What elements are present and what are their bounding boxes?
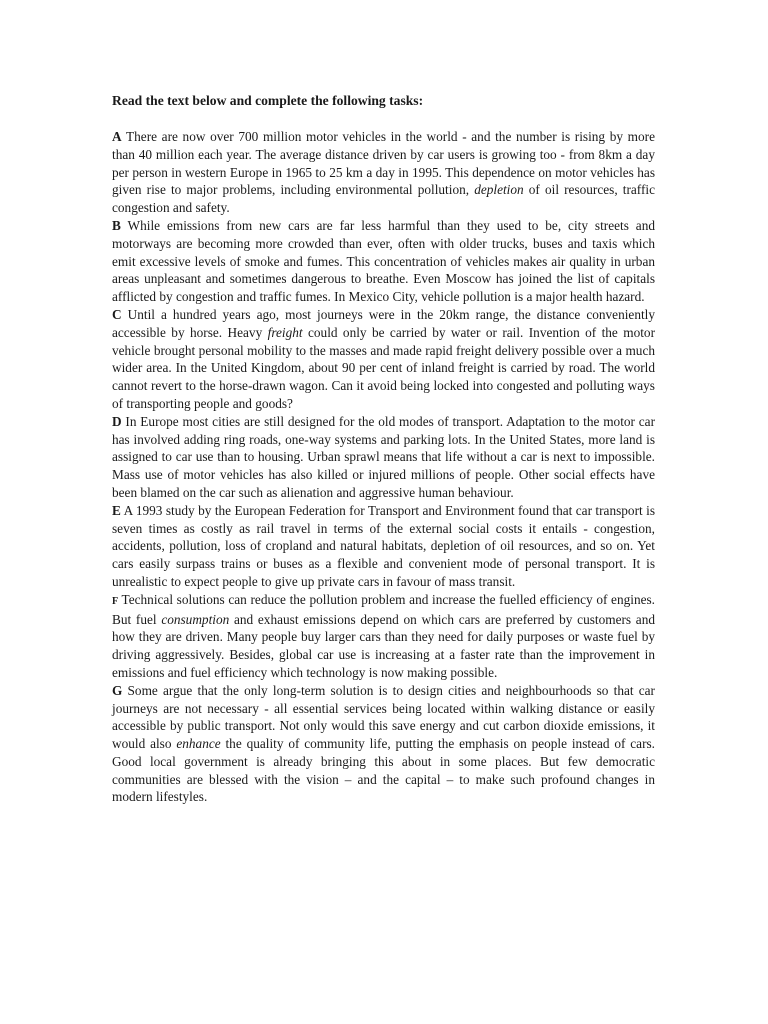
- paragraph-text: could only be carried by water or rail. Invention of the motor vehicle brought personal mobility to the masses and made rapid freight delivery possible over a much wider area. In the United Kingdom, about 90 per cent of inland freight is carried by road. The world cannot revert to the horse-drawn wagon. Can it avoid being locked into congested and polluting ways of transporting people and goods?: [112, 324, 655, 411]
- paragraph-text: and exhaust emissions depend on which cars are preferred by customers and how they are driven. Many people buy larger cars than they need for daily purposes or waste fuel by driving aggressively. Besides, global car use is increasing at a faster rate than the improvement in emissions and fuel efficiency which technology is now making possible.: [112, 611, 655, 680]
- paragraph-letter: A: [112, 129, 122, 144]
- instructions-heading: Read the text below and complete the following tasks:: [112, 93, 424, 108]
- paragraph-text: Technical solutions can reduce the pollution problem and increase the fuelled efficiency of engines. But fuel: [112, 591, 655, 627]
- emphasized-word: consumption: [161, 611, 230, 627]
- paragraph-letter: E: [112, 502, 121, 518]
- paragraph-letter: C: [112, 306, 122, 322]
- paragraph-text: Some argue that the only long-term solution is to design cities and neighbourhoods so that car journeys are not necessary - all essential services being located within walking distance or easily accessible by public transport. Not only would this save energy and cut carbon dioxide emissions, it would also: [112, 682, 655, 752]
- paragraph-letter: D: [112, 413, 122, 429]
- paragraph-b: [112, 217, 655, 306]
- document-page: [112, 92, 655, 806]
- paragraph-e: [112, 502, 655, 591]
- emphasized-word: enhance: [176, 736, 221, 752]
- paragraph-letter: B: [112, 217, 121, 233]
- paragraph-text: of oil resources, traffic congestion and safety.: [112, 182, 656, 216]
- paragraph-letter: G: [112, 682, 123, 698]
- paragraph-text: In Europe most cities are still designed for the old modes of transport. Adaptation to the motor car has involved adding ring roads, one-way systems and parking lots. In the United States, more land is assigned to car use than to housing. Urban sprawl means that life without a car is next to impossible. Mass use of motor vehicles has also killed or injured millions of people. Other social effects have been blamed on the car such as alienation and aggressive human behaviour.: [112, 413, 655, 500]
- paragraph-g: [112, 682, 655, 807]
- emphasized-word: freight: [267, 324, 303, 340]
- paragraph-text: While emissions from new cars are far less harmful than they used to be, city streets and motorways are becoming more crowded than ever, often with older trucks, buses and taxis which emit excessive levels of smoke and fumes. This concentration of vehicles makes air quality in urban areas unpleasant and sometimes dangerous to breathe. Even Moscow has joined the list of capitals afflicted by congestion and traffic fumes. In Mexico City, vehicle pollution is a major health hazard.: [112, 217, 655, 305]
- emphasized-word: depletion: [474, 182, 524, 198]
- paragraph-f: [112, 591, 655, 682]
- paragraph-text: A 1993 study by the European Federation for Transport and Environment found that car transport is seven times as costly as rail travel in terms of the external social costs it entails - congestion, accidents, pollution, loss of cropland and natural habitats, depletion of oil resources, and so on. Yet cars easily surpass trains or buses as a flexible and convenient mode of personal transport. It is unrealistic to expect people to give up private cars in favour of mass transit.: [112, 502, 655, 589]
- paragraph-a: [112, 128, 655, 217]
- paragraph-text: the quality of community life, putting the emphasis on people instead of cars. Good local government is already bringing this about in some places. But few democratic communities are blessed with the vision – and the capital – to make such profound changes in modern lifestyles.: [112, 736, 656, 805]
- paragraph-text: There are now over 700 million motor vehicles in the world - and the number is rising by more than 40 million each year. The average distance driven by car users is growing too - from 8km a day per person in western Europe in 1965 to 25 km a day in 1995. This dependence on motor vehicles has given rise to major problems, including environmental pollution,: [112, 129, 655, 198]
- paragraph-letter: F: [112, 595, 119, 607]
- paragraph-c: [112, 306, 655, 413]
- paragraph-d: [112, 413, 655, 502]
- paragraph-text: Until a hundred years ago, most journeys were in the 20km range, the distance conveniently accessible by horse. Heavy: [112, 306, 655, 340]
